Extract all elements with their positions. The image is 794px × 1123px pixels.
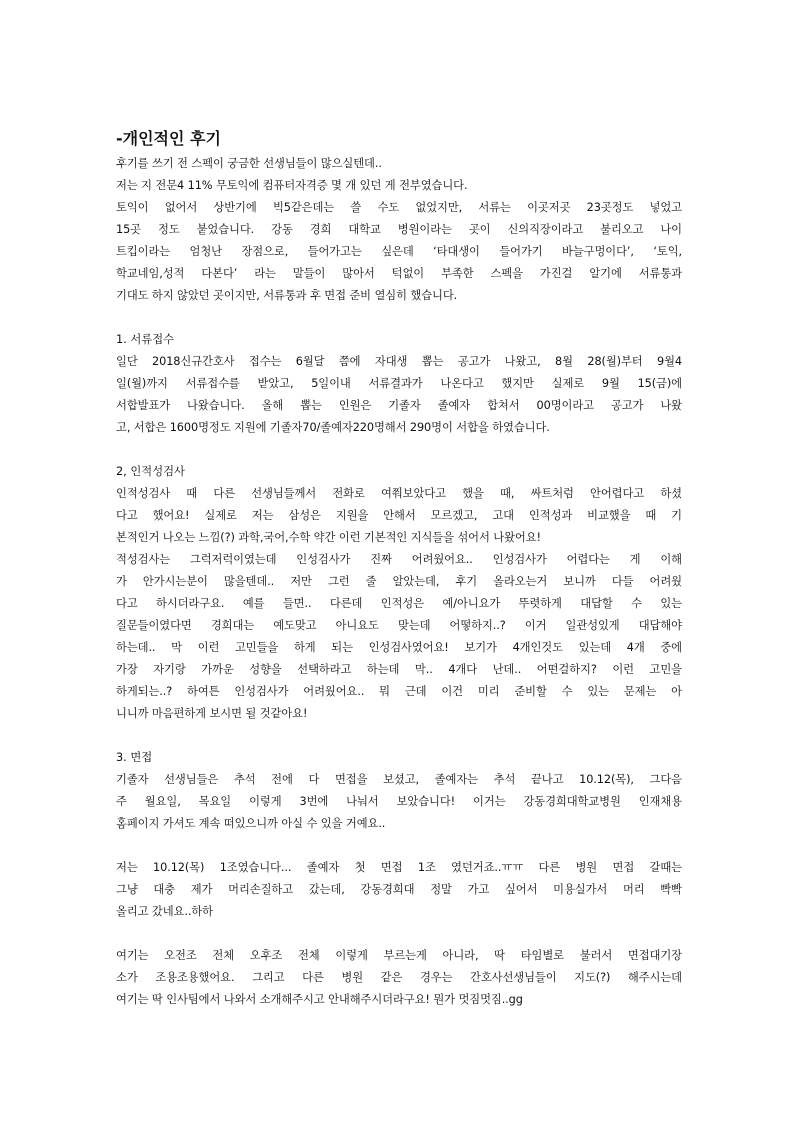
section2-line: 하게되는..? 하여튼 인성검사가 어려웠어요.. 뭐 근데 이건 미리 준비할 수 있는 문제는 아	[116, 685, 682, 698]
section3-line: 올리고 갔네요..하하	[116, 905, 213, 918]
section-heading-document-submission: 1. 서류접수	[116, 333, 175, 346]
document-body	[116, 128, 682, 1011]
section2-line: 하는데.. 막 이런 고민들을 하게 되는 인성검사였어요! 보기가 4개인것도 있는데 4개 중에	[116, 641, 682, 654]
section3-line: 여기는 오전조 전체 오후조 전체 이렇게 부르는게 아니라, 딱 타임별로 불러서 면접대기장	[116, 949, 682, 962]
section2-line: 가 안가시는분이 많을텐데.. 저만 그런 줄 알았는데, 후기 올라오는거 보니까 다들 어려웠	[116, 575, 682, 588]
section2-line: 다고 했어요! 실제로 저는 삼성은 지원을 안해서 모르겠고, 고대 인적성과 비교했을 때 기	[116, 509, 682, 522]
section3-paragraph-2	[116, 857, 682, 923]
section2-line: 인적성검사 때 다른 선생님들께서 전화로 여쭤보았다고 했을 때, 싸트처럼 안어렵다고 하셨	[116, 487, 682, 500]
section2-line: 니니까 마음편하게 보시면 될 것같아요!	[116, 707, 308, 720]
section1-line: 고, 서합은 1600명정도 지원에 기졸자70/졸예자220명해서 290명이 서합을 하였습니다.	[116, 421, 550, 434]
section2-line: 가장 자기랑 가까운 성향을 선택하라고 하는데 막.. 4개다 난데.. 어떤걸하지? 이런 고민을	[116, 663, 682, 676]
intro-line: 저는 지 전문4 11% 무토익에 컴퓨터자격증 몇 개 있던 게 전부였습니다.	[116, 179, 468, 192]
section2-line: 본적인거 나오는 느낌(?) 과학,국어,수학 약간 이런 기본적인 지식들을 섞어서 나왔어요!	[116, 531, 541, 544]
intro-line: 학교네임,성적 다본다’ 라는 말들이 많아서 턱없이 부족한 스펙을 가진걸 알기에 서류통과	[116, 267, 682, 280]
section3-line: 홈페이지 가셔도 계속 떠있으니까 아실 수 있을 거예요..	[116, 817, 386, 830]
section3-paragraph	[116, 769, 682, 835]
intro-line: 후기를 쓰기 전 스펙이 궁금한 선생님들이 많으실텐데..	[116, 157, 382, 170]
intro-paragraph	[116, 153, 682, 307]
section3-line: 여기는 딱 인사팀에서 나와서 소개해주시고 안내해주시더라구요! 뭔가 멋짐멋짐..gg	[116, 993, 523, 1006]
section3-line: 저는 10.12(목) 1조였습니다... 졸예자 첫 면접 1조 였던거죠..ㅠㅠ 다른 병원 면접 갈때는	[116, 861, 682, 874]
section1-paragraph	[116, 351, 682, 439]
section-heading-aptitude-test: 2, 인적성검사	[116, 465, 185, 478]
section3-line: 기졸자 선생님들은 추석 전에 다 면접을 보셨고, 졸예자는 추석 끝나고 10.12(목), 그다음	[116, 773, 682, 786]
document-title: -개인적인 후기	[116, 129, 221, 148]
section3-line: 주 월요일, 목요일 이렇게 3번에 나눠서 보았습니다! 이거는 강동경희대학교병원 인재채용	[116, 795, 682, 808]
section2-line: 다고 하시더라구요. 예를 들면.. 다른데 인적성은 예/아니요가 뚜렷하게 대답할 수 있는	[116, 597, 682, 610]
section2-line: 질문들이였다면 경희대는 예도맞고 아니요도 맞는데 어떻하지..? 이거 일관성있게 대답해야	[116, 619, 682, 632]
section2-line: 적성검사는 그럭저럭이였는데 인성검사가 진짜 어려웠어요.. 인성검사가 어렵다는 게 이해	[116, 553, 682, 566]
section2-paragraph	[116, 483, 682, 725]
section1-line: 일단 2018신규간호사 접수는 6월달 쯤에 자대생 뽑는 공고가 나왔고, 8월 28(월)부터 9월4	[116, 355, 682, 368]
intro-line: 토익이 없어서 상반기에 빅5같은데는 쓸 수도 없었지만, 서류는 이곳저곳 23곳정도 넣었고	[116, 201, 682, 214]
section3-line: 그냥 대충 제가 머리손질하고 갔는데, 강동경희대 정말 가고 싶어서 미용실가서 머리 빡빡	[116, 883, 682, 896]
section3-line: 소가 조용조용했어요. 그리고 다른 병원 같은 경우는 간호사선생님들이 지도(?) 해주시는데	[116, 971, 682, 984]
intro-line: 트킵이라는 엄청난 장점으로, 들어가고는 싶은데 ‘타대생이 들어가기 바늘구멍이다’, ‘토익,	[116, 245, 682, 258]
section1-line: 일(월)까지 서류접수를 받았고, 5일이내 서류결과가 나온다고 했지만 실제로 9월 15(금)에	[116, 377, 682, 390]
section3-paragraph-3	[116, 945, 682, 1011]
intro-line: 기대도 하지 않았던 곳이지만, 서류통과 후 면접 준비 열심히 했습니다.	[116, 289, 458, 302]
section-heading-interview: 3. 면접	[116, 751, 153, 764]
section1-line: 서합발표가 나왔습니다. 올해 뽑는 인원은 기졸자 졸예자 합쳐서 00명이라고 공고가 나왔	[116, 399, 682, 412]
intro-line: 15곳 정도 붙었습니다. 강동 경희 대학교 병원이라는 곳이 신의직장이라고 불리오고 나이	[116, 223, 682, 236]
